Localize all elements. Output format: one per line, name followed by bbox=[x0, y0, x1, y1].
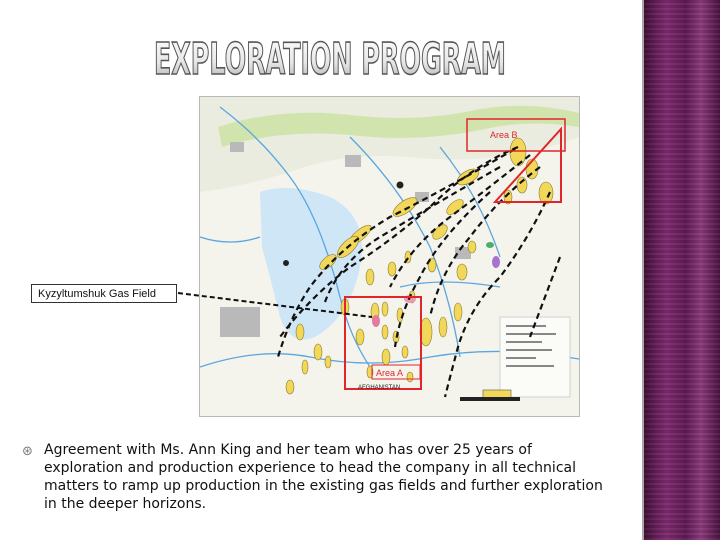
country-label: AFGHANISTAN bbox=[358, 385, 401, 391]
kyzyltumshuk-callout: Kyzyltumshuk Gas Field bbox=[31, 284, 177, 303]
title-text: EXPLORATION PROGRAM bbox=[154, 34, 507, 85]
leader-line bbox=[178, 293, 372, 317]
bullet-icon: ⊛ bbox=[22, 444, 33, 459]
area-a-label: Area A bbox=[376, 368, 404, 378]
body-paragraph: Agreement with Ms. Ann King and her team who has over 25 years of exploration and production experience to head the company in all technical matters to ramp up production in the existing gas fields and further exploration in the deeper horizons. bbox=[44, 442, 603, 512]
area-b-label: Area B bbox=[490, 130, 518, 140]
